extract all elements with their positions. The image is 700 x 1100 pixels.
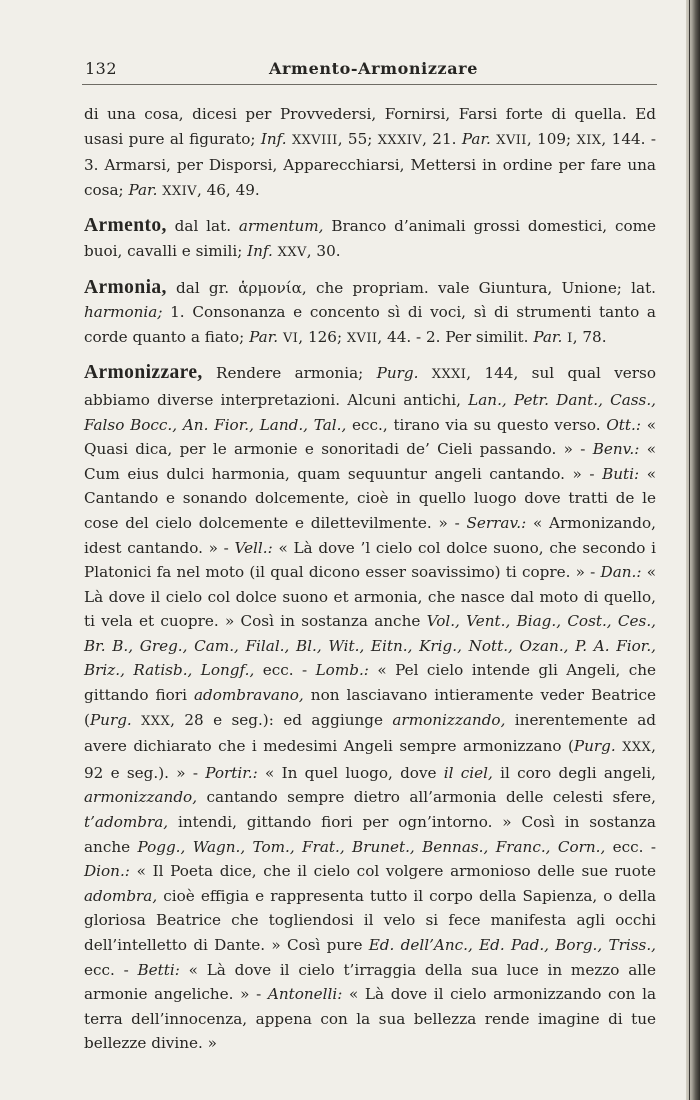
quoted-term: il ciel, <box>443 763 493 782</box>
citation-work: Par. <box>461 129 491 148</box>
commentator: Serrav.: <box>466 513 527 532</box>
quotation: « Là dove il cielo t’irraggia della sua luce in mezzo alle armonie angeliche. » - <box>84 960 656 1004</box>
text: , 46, 49. <box>196 180 260 199</box>
canto-number: XXV <box>277 244 307 260</box>
canto-number: XXXI <box>431 367 467 383</box>
quotation: « Pel cielo intende gli Angeli, che gittando fiori <box>84 661 656 705</box>
canto-number: XIX <box>576 132 602 148</box>
commentator: Dan.: <box>600 563 642 582</box>
text <box>132 711 141 729</box>
commentator: Ott.: <box>606 415 641 434</box>
canto-number: XVII <box>496 132 527 148</box>
quotation: « Là dove il cielo col dolce suono et armonia, che nasce dal moto di quello, ti vela et cuopre. » Così in sostanza anche <box>84 563 656 631</box>
text: 1. Consonanza e concento sì di voci, sì di strumenti tanto a corde quanto a fiato; <box>84 303 656 346</box>
quoted-term: adombravano, <box>193 686 304 705</box>
entry-headword: Armonia, <box>84 276 167 298</box>
quotation: « Armonizando, idest cantando. » - <box>84 513 656 557</box>
text: , 55; <box>337 129 378 148</box>
canto-number: XXXIV <box>377 132 423 148</box>
quotation: « Là dove il cielo armonizzando con la terra dell’innocenza, appena con la sua bellezza rende imagine di tue bellezze divine. » <box>84 985 656 1053</box>
page-content <box>84 102 656 1056</box>
text: ecc., tirano via su questo verso. <box>346 415 607 434</box>
quotation: cantando sempre dietro all’armonia delle celesti sfere, <box>197 788 656 807</box>
quotation: « Quasi dica, per le armonie e sonoritadi de’ Cieli passando. » - <box>84 415 656 459</box>
text: , 78. <box>572 327 607 346</box>
quotation: inerentemente ad avere dichiarato che i medesimi Angeli sempre armonizzano ( <box>84 710 656 756</box>
entry-headword: Armonizzare, <box>84 362 203 384</box>
page-edge-line <box>689 0 690 1100</box>
quotation: cioè effigia e rappresenta tutto il corpo della Sapienza, o della gloriosa Beatrice che togliendosi il velo si fece manifesta agli occhi dell’intelletto di Dante. » Così pure <box>84 886 656 954</box>
entry-armento <box>84 214 656 265</box>
text: , 44. - 2. Per similit. <box>377 327 534 346</box>
quotation: intendi, gittando fiori per ogn’intorno. » Così in sostanza anche <box>84 813 656 856</box>
text: , 144. - 3. Armarsi, per Disporsi, Apparecchiarsi, Mettersi in ordine per fare una cosa; <box>84 129 657 199</box>
text <box>418 364 431 382</box>
entry-armonizzare <box>84 361 656 1056</box>
etymon: harmonia; <box>84 303 163 322</box>
quoted-term: armonizzando, <box>392 710 506 729</box>
canto-number: XXX <box>622 740 652 756</box>
canto-number: XVII <box>346 330 378 346</box>
quotation: « Là dove ’l cielo col dolce suono, che secondo i Platonici fa nel moto (il qual dicono esser soavissimo) ti copre. » - <box>84 538 657 582</box>
quotation: « Cantando e sonando dolcemente, cioè in quello luogo dove tratti de le cose del cielo dolcemente e dilettevilmente. » - <box>84 464 656 532</box>
quoted-term: t’adombra, <box>84 813 169 832</box>
citation-work: Inf. <box>247 241 273 260</box>
text: Rendere armonia; <box>202 364 377 383</box>
quotation: « Cum eius dulci harmonia, quam sequuntur angeli cantando. » - <box>84 440 656 483</box>
quoted-term: armonizzando, <box>84 788 198 807</box>
commentator-list: Lan., Petr. Dant., Cass., Falso Bocc., An. Fior., Land., Tal., <box>84 390 657 434</box>
text: , 109; <box>526 129 577 148</box>
citation-work: Par. <box>128 180 158 199</box>
quoted-term: adombra, <box>84 886 158 905</box>
text: , 144, sul qual verso abbiamo diverse interpretazioni. Alcuni antichi, <box>84 364 656 409</box>
citation-work: Par. <box>533 327 563 346</box>
commentator: Buti: <box>602 464 640 483</box>
citation-work: Inf. <box>260 129 287 148</box>
quotation: il coro degli angeli, <box>492 763 656 782</box>
canto-number: XXVIII <box>291 132 338 148</box>
commentator-list: Vol., Vent., Biag., Cost., Ces., Br. B., Greg., Cam., Filal., Bl., Wit., Eitn., Krig., Nott., Ozan., P. A. Fior., Briz., Ratisb., Longf., <box>84 612 656 680</box>
canto-number: I <box>567 330 573 346</box>
text: , 30. <box>306 241 341 260</box>
entry-headword: Armento, <box>84 215 167 237</box>
commentator: Portir.: <box>205 763 258 782</box>
citation-work: Purg. <box>89 710 132 729</box>
commentator: Antonelli: <box>267 985 343 1004</box>
canto-number: VI <box>282 330 299 346</box>
text: Branco d’animali grossi domestici, come buoi, cavalli e simili; <box>84 217 656 260</box>
commentator: Betti: <box>137 960 180 979</box>
citation-work: Par. <box>249 327 279 346</box>
text: di una cosa, dicesi per Provvedersi, Fornirsi, Farsi forte di quella. Ed usasi pure al figurato; <box>84 105 656 148</box>
quotation: non lasciavano intieramente veder Beatrice ( <box>84 686 656 729</box>
canto-number: XXIV <box>162 183 197 199</box>
quotation: « In quel luogo, dove <box>257 763 444 782</box>
page-header <box>82 57 657 81</box>
quotation: , 28 e seg.): ed aggiunge <box>170 710 393 729</box>
entry-armonia <box>84 276 656 352</box>
page-number: 132 <box>85 59 118 78</box>
citation-work: Purg. <box>376 364 419 383</box>
commentator-list: Pogg., Wagn., Tom., Frat., Brunet., Bennas., Franc., Corn., <box>137 837 606 856</box>
text: , 126; <box>298 327 347 346</box>
text: , 21. <box>422 129 462 148</box>
commentator: Vell.: <box>234 538 273 557</box>
text: ecc. - <box>605 837 656 856</box>
text: dal lat. <box>166 217 239 236</box>
text: , 92 e seg.). » - <box>84 737 656 782</box>
commentator: Benv.: <box>592 440 640 459</box>
etymon: armentum, <box>238 217 324 236</box>
text: ecc. - <box>254 661 316 680</box>
canto-number: XXX <box>141 713 171 729</box>
text: ecc. - <box>84 960 138 979</box>
paragraph-armare-continuation <box>84 102 656 204</box>
running-head: Armento-Armonizzare <box>269 59 478 78</box>
text: dal gr. ἁρμονία, che propriam. vale Giuntura, Unione; lat. <box>166 278 656 297</box>
commentator: Lomb.: <box>315 661 369 680</box>
citation-work: Purg. <box>573 737 616 756</box>
quotation: « Il Poeta dice, che il cielo col volgere armonioso delle sue ruote <box>129 862 656 881</box>
commentator: Dion.: <box>84 862 130 881</box>
commentator-list: Ed. dell’Anc., Ed. Pad., Borg., Triss., <box>368 936 656 954</box>
header-rule <box>82 84 657 85</box>
